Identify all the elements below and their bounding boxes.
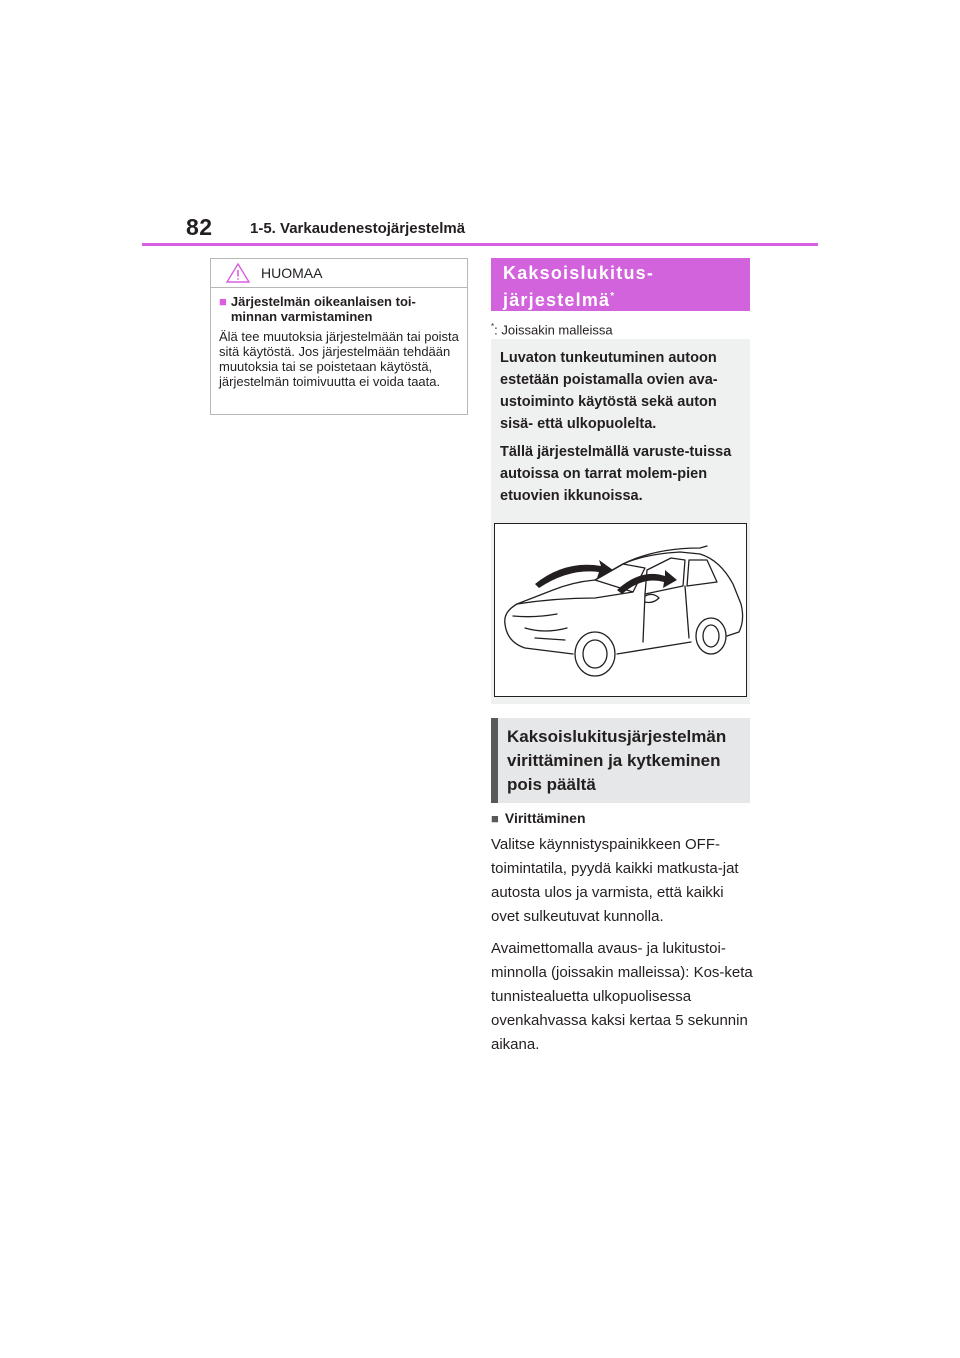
intro-paragraph-2: Tällä järjestelmällä varuste-tuissa autoissa on tarrat molem-pien etuovien ikkunoissa. bbox=[500, 444, 732, 504]
heading-footnote-mark: * bbox=[610, 291, 616, 302]
notice-text: Älä tee muutoksia järjestelmään tai poista sitä käytöstä. Jos järjestelmään tehdään muutoksia tai se poistetaan käytöstä, järjestelmän toimivuutta ei voida taata. bbox=[219, 329, 459, 389]
paragraph-1: Valitse käynnistyspainikkeen OFF-toimintatila, pyydä kaikki matkusta-jat autosta ulos ja varmista, että kaikki ovet sulkeutuvat kunnolla. bbox=[491, 836, 739, 925]
notice-title: HUOMAA bbox=[261, 265, 323, 281]
footnote-mark: * bbox=[491, 322, 495, 331]
header-divider bbox=[142, 243, 818, 246]
intro-paragraph-1: Luvaton tunkeutuminen autoon estetään poistamalla ovien ava-ustoiminto käytöstä sekä auton sisä- että ulkopuolelta. bbox=[500, 350, 718, 432]
subheading: Kaksoislukitusjärjestelmän virittäminen ja kytkeminen pois päältä bbox=[491, 718, 750, 803]
bullet-heading bbox=[491, 810, 586, 826]
paragraph-2: Avaimettomalla avaus- ja lukitustoi-minnolla (joissakin malleissa): Kos-keta tunnistealuetta ulkopuolisessa ovenkahvassa kaksi kertaa 5 sekunnin aikana. bbox=[491, 940, 753, 1053]
footnote bbox=[491, 322, 613, 337]
notice-box bbox=[210, 258, 468, 415]
warning-triangle-icon bbox=[225, 262, 251, 284]
bullet-heading-text: Virittäminen bbox=[504, 810, 586, 826]
section-heading bbox=[491, 258, 750, 311]
intro-box bbox=[491, 339, 750, 704]
notice-subheading-text: Järjestelmän oikeanlaisen toi-minnan varmistaminen bbox=[230, 294, 416, 324]
car-illustration bbox=[494, 523, 747, 697]
square-bullet-icon: ■ bbox=[491, 810, 499, 826]
heading-line-1: Kaksoislukitus- bbox=[503, 263, 655, 283]
notice-subheading bbox=[219, 294, 459, 324]
footnote-text: : Joissakin malleissa bbox=[494, 322, 613, 338]
car-with-arrows-icon bbox=[495, 524, 746, 696]
square-bullet-icon: ■ bbox=[219, 294, 227, 309]
page-number: 82 bbox=[186, 214, 213, 240]
notice-header bbox=[211, 259, 467, 288]
heading-line-2: järjestelmä bbox=[503, 290, 611, 310]
section-title: 1-5. Varkaudenestojärjestelmä bbox=[250, 220, 466, 237]
